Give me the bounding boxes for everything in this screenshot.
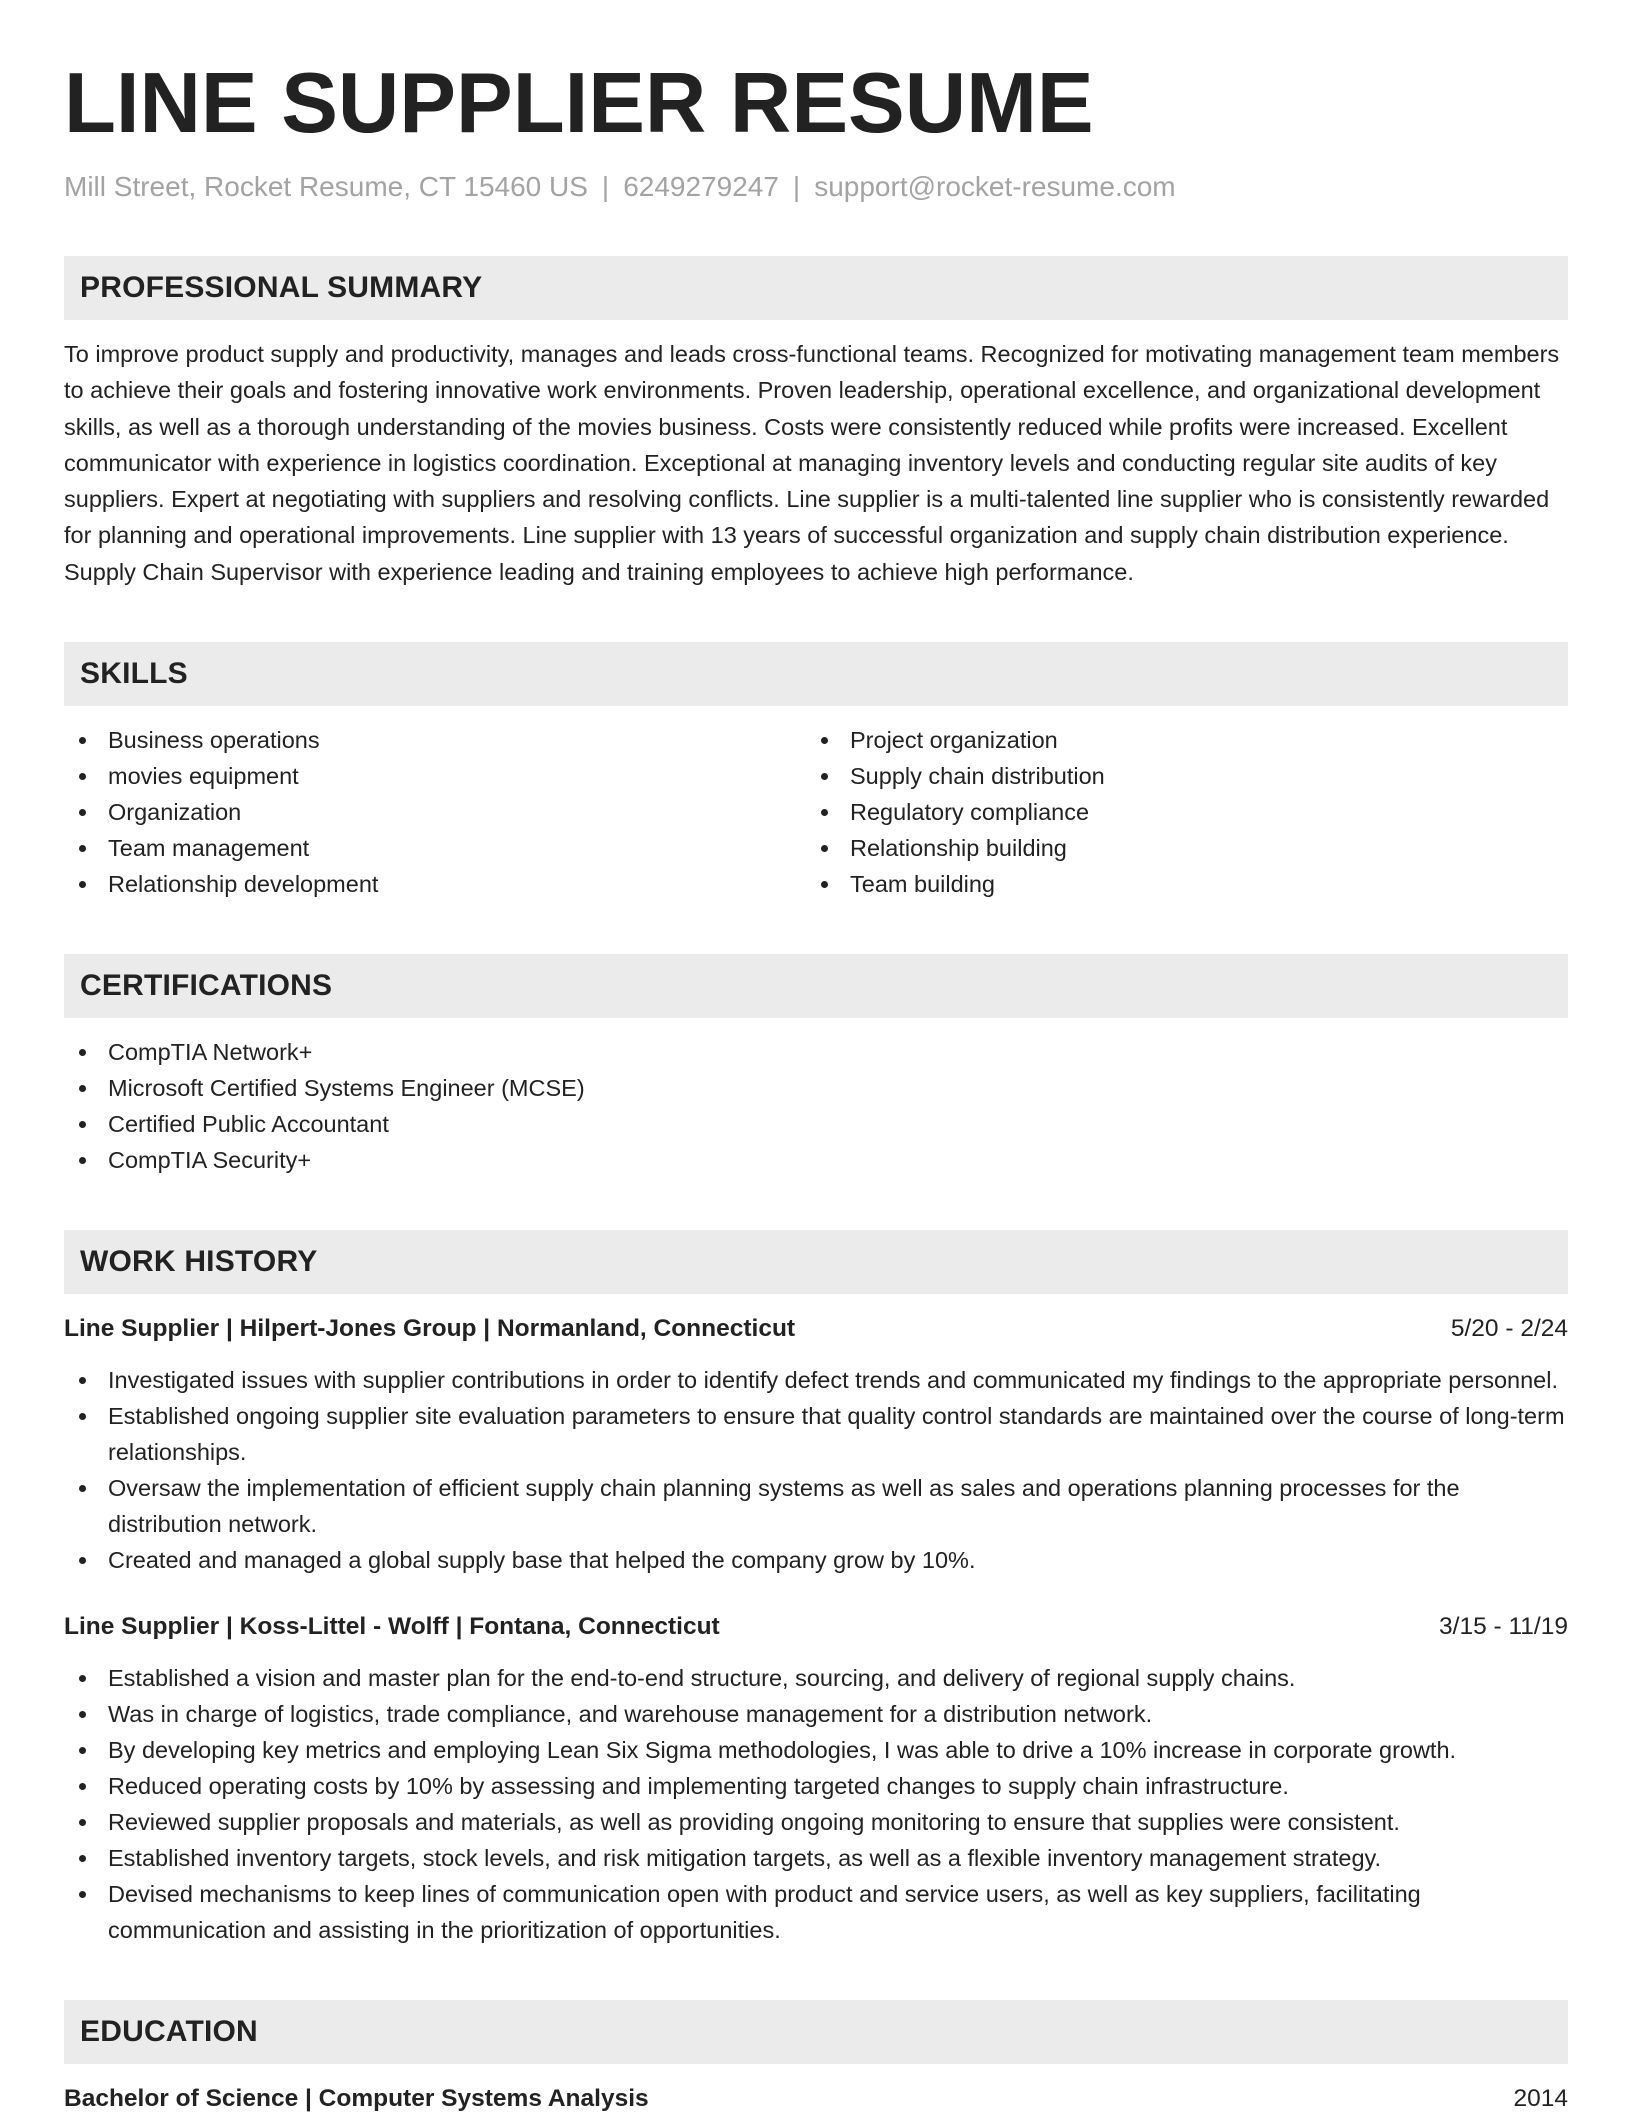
- section-header-work-history: [64, 1230, 1568, 1294]
- job-bullet: Oversaw the implementation of efficient supply chain planning systems as well as sales and operations planning processes for the distribution network.: [64, 1470, 1568, 1542]
- summary-text: To improve product supply and productivity, manages and leads cross-functional teams. Recognized for motivating management team members to achieve their goals and fostering innovative work environments. Proven leadership, operational excellence, and organizational development skills, as well as a thorough understanding of the movies business. Costs were consistently reduced while profits were increased. Excellent communicator with experience in logistics coordination. Exceptional at managing inventory levels and conducting regular site audits of key suppliers. Expert at negotiating with suppliers and resolving conflicts. Line supplier is a multi-talented line supplier who is consistently rewarded for planning and operational improvements. Line supplier with 13 years of successful organization and supply chain distribution experience. Supply Chain Supervisor with experience leading and training employees to achieve high performance.: [64, 341, 1560, 585]
- contact-separator: |: [601, 171, 610, 202]
- job-entry: [64, 1312, 1568, 1578]
- education-header: [64, 2082, 1568, 2112]
- job-title: Line Supplier | Koss-Littel - Wolff | Fontana, Connecticut: [64, 1613, 720, 1641]
- skills-column-right: [806, 722, 1548, 902]
- section-title: WORK HISTORY: [80, 1245, 318, 1279]
- job-bullet: Devised mechanisms to keep lines of communication open with product and service users, as well as key suppliers, facilitating communication and assisting in the prioritization of opportunities.: [64, 1876, 1568, 1948]
- education-entry: [64, 2082, 1568, 2112]
- skill-item: Regulatory compliance: [806, 794, 1548, 830]
- job-bullet: Established a vision and master plan for the end-to-end structure, sourcing, and delivery of regional supply chains.: [64, 1660, 1568, 1696]
- job-header: [64, 1312, 1568, 1346]
- job-dates: 5/20 - 2/24: [1450, 1315, 1568, 1343]
- section-header-summary: [64, 256, 1568, 320]
- job-bullet: Reduced operating costs by 10% by assessing and implementing targeted changes to supply chain infrastructure.: [64, 1768, 1568, 1804]
- job-bullet: Was in charge of logistics, trade compliance, and warehouse management for a distribution network.: [64, 1696, 1568, 1732]
- resume-title: LINE SUPPLIER RESUME: [64, 56, 1094, 151]
- skill-item: Business operations: [64, 722, 806, 758]
- section-title: PROFESSIONAL SUMMARY: [80, 271, 483, 304]
- skills-list: [64, 722, 1568, 902]
- education-year: 2014: [1513, 2085, 1568, 2112]
- skills-column-left: [64, 722, 806, 902]
- skill-item: Relationship development: [64, 866, 806, 902]
- skill-item: Supply chain distribution: [806, 758, 1548, 794]
- section-header-skills: [64, 642, 1568, 706]
- job-title: Line Supplier | Hilpert-Jones Group | Normanland, Connecticut: [64, 1315, 796, 1343]
- certification-item: CompTIA Network+: [64, 1034, 1568, 1070]
- contact-email: support@rocket-resume.com: [814, 171, 1176, 202]
- section-header-education: [64, 2000, 1568, 2064]
- skill-item: Team building: [806, 866, 1548, 902]
- section-title: SKILLS: [80, 657, 188, 691]
- job-dates: 3/15 - 11/19: [1439, 1613, 1568, 1641]
- education-degree: Bachelor of Science | Computer Systems Analysis: [64, 2085, 649, 2112]
- job-bullet: By developing key metrics and employing Lean Six Sigma methodologies, I was able to drive a 10% increase in corporate growth.: [64, 1732, 1568, 1768]
- contact-phone: 6249279247: [623, 171, 779, 202]
- contact-separator: |: [792, 171, 801, 202]
- contact-address: Mill Street, Rocket Resume, CT 15460 US: [64, 171, 588, 202]
- job-entry: [64, 1610, 1568, 1948]
- certifications-list: [64, 1034, 1568, 1178]
- job-bullet: Established ongoing supplier site evaluation parameters to ensure that quality control standards are maintained over the course of long-term relationships.: [64, 1398, 1568, 1470]
- skill-item: movies equipment: [64, 758, 806, 794]
- section-header-certifications: [64, 954, 1568, 1018]
- section-title: CERTIFICATIONS: [80, 969, 333, 1003]
- job-bullet: Created and managed a global supply base that helped the company grow by 10%.: [64, 1542, 1568, 1578]
- job-bullets: [64, 1362, 1568, 1578]
- contact-line: [64, 170, 1568, 204]
- job-header: [64, 1610, 1568, 1644]
- skill-item: Project organization: [806, 722, 1548, 758]
- job-bullet: Investigated issues with supplier contributions in order to identify defect trends and communicated my findings to the appropriate personnel.: [64, 1362, 1568, 1398]
- certification-item: Certified Public Accountant: [64, 1106, 1568, 1142]
- job-bullet: Reviewed supplier proposals and materials, as well as providing ongoing monitoring to ensure that supplies were consistent.: [64, 1804, 1568, 1840]
- skill-item: Organization: [64, 794, 806, 830]
- skill-item: Relationship building: [806, 830, 1548, 866]
- skill-item: Team management: [64, 830, 806, 866]
- certification-item: Microsoft Certified Systems Engineer (MCSE): [64, 1070, 1568, 1106]
- section-title: EDUCATION: [80, 2015, 258, 2049]
- job-bullet: Established inventory targets, stock levels, and risk mitigation targets, as well as a flexible inventory management strategy.: [64, 1840, 1568, 1876]
- job-bullets: [64, 1660, 1568, 1948]
- certification-item: CompTIA Security+: [64, 1142, 1568, 1178]
